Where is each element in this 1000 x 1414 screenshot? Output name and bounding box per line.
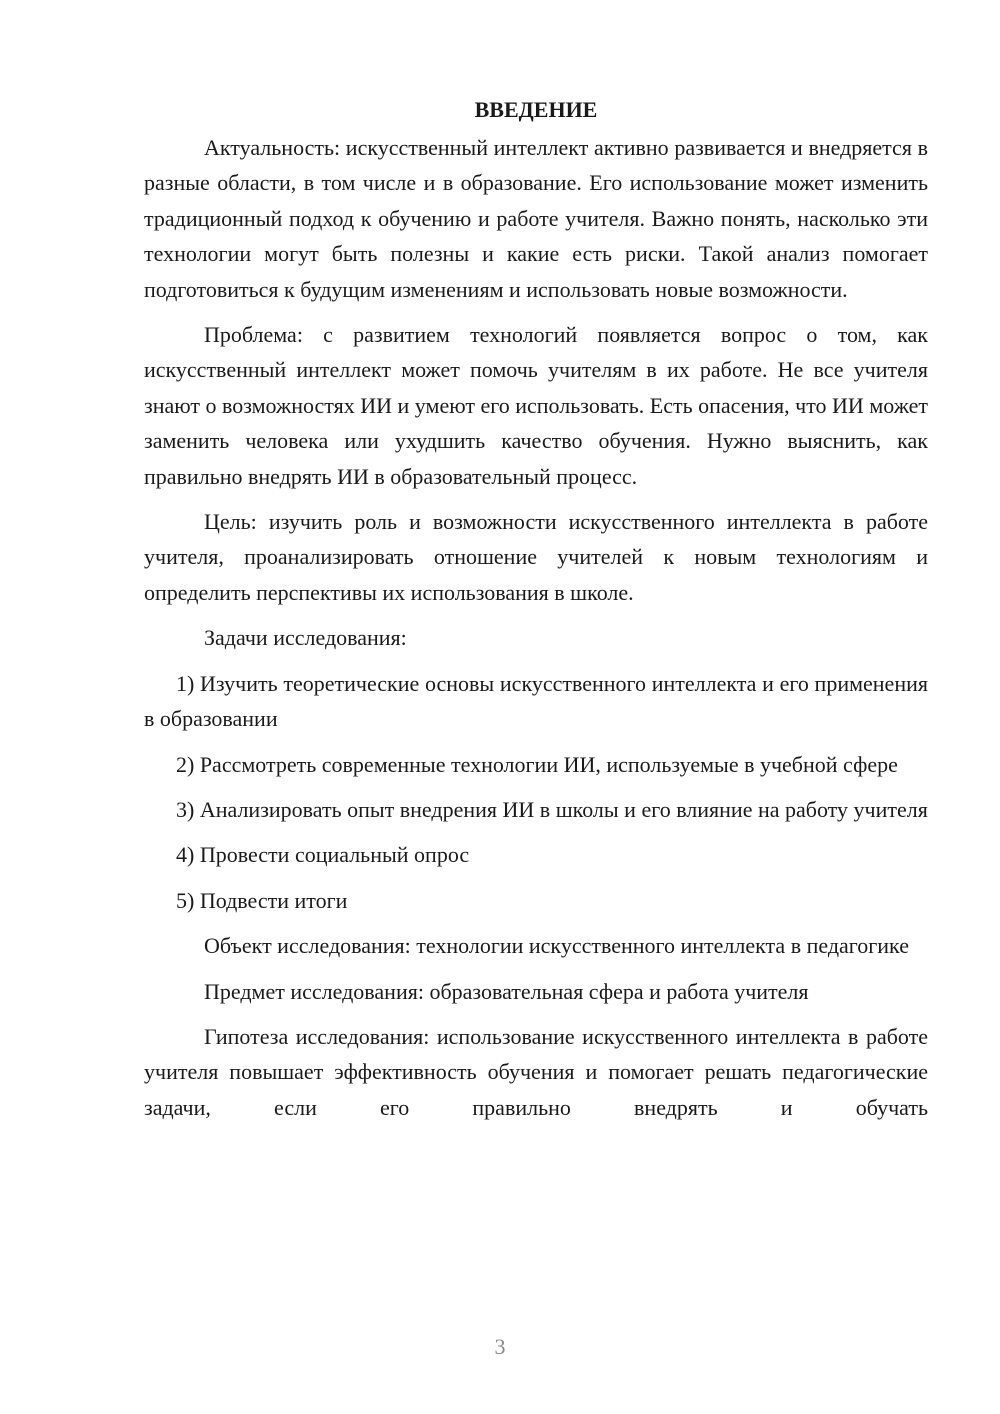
task-item-4: 4) Провести социальный опрос: [176, 842, 470, 868]
paragraph-goal: Цель: изучить роль и возможности искусственного интеллекта в работе учителя, проанализировать отношение учителей к новым технологиям и определить перспективы их использования в школе.: [144, 509, 928, 605]
paragraph-problem: Проблема: с развитием технологий появляется вопрос о том, как искусственный интеллект может помочь учителям в их работе. Не все учителя знают о возможностях ИИ и умеют его использовать. Есть опасения, что ИИ может заменить человека или ухудшить качество обучения. Нужно выяснить, как правильно внедрять ИИ в образовательный процесс.: [144, 322, 928, 489]
document-page: [144, 92, 928, 1135]
paragraph-hypothesis: Гипотеза исследования: использование искусственного интеллекта в работе учителя повышает эффективность обучения и помогает решать педагогические задачи, если его правильно внедрять и обучать: [144, 1023, 928, 1120]
task-item-2: 2) Рассмотреть современные технологии ИИ, используемые в учебной сфере: [176, 751, 898, 777]
page-number: 3: [494, 1334, 506, 1359]
paragraph-relevance: Актуальность: искусственный интеллект активно развивается и внедряется в разные области, в том числе и в образование. Его использование может изменить традиционный подход к обучению и работе учителя. Важно понять, насколько эти технологии могут быть полезны и какие есть риски. Такой анализ помогает подготовиться к будущим изменениям и использовать новые возможности.: [144, 135, 928, 302]
paragraph-object: Объект исследования: технологии искусственного интеллекта в педагогике: [204, 933, 909, 959]
tasks-heading: Задачи исследования:: [204, 625, 407, 651]
task-item-1: 1) Изучить теоретические основы искусственного интеллекта и его применения в образовании: [144, 670, 928, 732]
task-item-3: 3) Анализировать опыт внедрения ИИ в школы и его влияние на работу учителя: [176, 796, 928, 822]
task-item-5: 5) Подвести итоги: [176, 887, 348, 913]
section-title: ВВЕДЕНИЕ: [474, 97, 598, 122]
paragraph-subject: Предмет исследования: образовательная сфера и работа учителя: [204, 978, 809, 1004]
